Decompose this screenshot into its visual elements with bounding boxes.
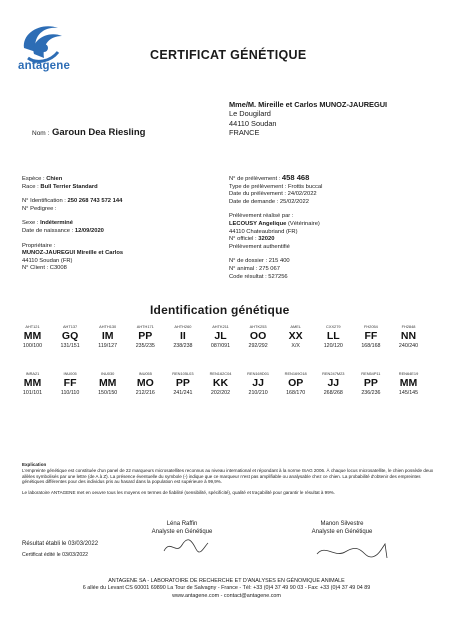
- marker-code: JL: [214, 330, 227, 342]
- marker-code: OO: [249, 330, 267, 342]
- marker-name: INRA21: [25, 371, 40, 376]
- marker-code: PP: [138, 330, 153, 342]
- marker-value: 087/091: [210, 343, 231, 349]
- nom-value: Garoun Dea Riesling: [51, 127, 146, 138]
- dog-name: [32, 127, 145, 138]
- client-number: N° Client : C3008: [22, 265, 67, 272]
- marker-name: REN105L03: [172, 371, 194, 376]
- edition-date: Certificat édité le 03/03/2022: [22, 552, 89, 558]
- identification-title: Identification génétique: [150, 303, 290, 317]
- marker-cell: [317, 324, 350, 350]
- marker-value: 168/168: [361, 343, 381, 349]
- marker-name: INU030: [101, 371, 115, 376]
- signature-left-scribble: [160, 535, 210, 557]
- marker-name: INU005: [63, 371, 77, 376]
- document-title: CERTIFICAT GÉNÉTIQUE: [150, 48, 307, 62]
- race-line: Race : Bull Terrier Standard: [22, 183, 98, 190]
- marker-cell: [242, 371, 275, 397]
- vet-address: 44110 Chateaubriand (FR): [229, 228, 298, 235]
- proprietaire-label: Propriétaire :: [22, 242, 56, 249]
- marker-name: AHTH260: [174, 324, 192, 329]
- marker-cell: [204, 324, 237, 350]
- marker-cell: [242, 324, 275, 350]
- marker-name: REN169O18: [284, 371, 307, 376]
- marker-cell: [129, 324, 162, 350]
- marker-value: 240/240: [398, 343, 419, 349]
- marker-value: 210/210: [248, 390, 268, 396]
- marker-code: JJ: [252, 377, 264, 389]
- marker-value: 168/170: [286, 390, 306, 396]
- marker-code: MM: [23, 330, 42, 342]
- realise-par: Prélèvement réalisé par :: [229, 213, 294, 220]
- authentifie: Prélèvement authentifié: [229, 243, 290, 250]
- animal-number: N° animal : 275 067: [229, 265, 280, 272]
- marker-name: REN169D01: [247, 371, 270, 376]
- owner-line2: 44110 Soudan: [229, 118, 277, 128]
- marker-code: LL: [326, 330, 340, 342]
- prelevement-number: N° de prélèvement : 458 468: [229, 173, 310, 182]
- marker-cell: [91, 324, 124, 350]
- marker-value: 212/216: [135, 390, 155, 396]
- marker-code: MM: [98, 377, 117, 389]
- signature-left: [132, 521, 232, 536]
- proprietaire-name: MUNOZ-JAUREGUI Mireille et Carlos: [22, 250, 124, 257]
- nom-label: Nom :: [32, 130, 50, 137]
- marker-cell: [16, 371, 49, 397]
- marker-cell: [392, 371, 425, 397]
- marker-code: PP: [363, 377, 378, 389]
- marker-cell: [166, 324, 199, 350]
- code-resultat: Code résultat : 527256: [229, 273, 288, 280]
- marker-value: 120/120: [323, 343, 343, 349]
- marker-cell: [279, 371, 312, 397]
- marker-value: 100/100: [22, 343, 43, 349]
- marker-cell: [16, 324, 49, 350]
- marker-value: X/X: [291, 343, 300, 349]
- marker-name: REN247M23: [322, 371, 345, 376]
- marker-value: 236/236: [361, 390, 381, 396]
- marker-cell: [54, 371, 87, 397]
- ident-line: N° Identification : 250 268 743 572 144: [22, 198, 123, 205]
- marker-value: 268/268: [323, 390, 343, 396]
- marker-cell: [392, 324, 425, 350]
- marker-code: MM: [399, 377, 418, 389]
- marker-value: 110/110: [60, 390, 80, 396]
- marker-value: 241/241: [173, 390, 193, 396]
- marker-name: AHTH171: [136, 324, 154, 329]
- marker-value: 292/292: [248, 343, 268, 349]
- demande-date: Date de demande : 25/02/2022: [229, 198, 309, 205]
- officiel-number: N° officiel : 32020: [229, 236, 275, 243]
- footer: [0, 578, 453, 600]
- marker-name: AHTK253: [249, 324, 267, 329]
- marker-cell: [166, 371, 199, 397]
- marker-code: IM: [101, 330, 114, 342]
- resultat-date: Résultat établi le 03/03/2022: [22, 541, 99, 547]
- marker-cell: [54, 324, 87, 350]
- proprietaire-addr: 44110 Soudan (FR): [22, 257, 73, 264]
- marker-cell: [129, 371, 162, 397]
- signature-right: [292, 521, 392, 536]
- explanation-text: L'empreinte génétique est constituée d'un panel de 22 marqueurs microsatellites reconnus au niveau international et répondant à la norme ISAG 2006. À chaque locus microsatellite, le chien possède deux allèles symbolisés par une lettre (de A à Z). La présence éventuelle du symbole (-) indique que ce marqueur n'est pas amplifiable ou analysable chez ce chien. La probabilité d'obtenir des empreintes génétiques différentes pour des individus pris au hasard dans la population est supérieure à 99,9%.: [22, 467, 434, 485]
- marker-name: AHT137: [62, 324, 78, 329]
- marker-code: OP: [288, 377, 304, 389]
- marker-name: CXX279: [326, 324, 341, 329]
- owner-line1: Le Dougilard: [229, 109, 271, 119]
- marker-code: GQ: [61, 330, 79, 342]
- marker-code: MM: [23, 377, 42, 389]
- owner-line3: FRANCE: [229, 128, 260, 138]
- marker-code: JJ: [327, 377, 340, 389]
- marker-code: XX: [288, 330, 303, 342]
- marker-value: 202/202: [210, 390, 231, 396]
- sexe-line: Sexe : Indéterminé: [22, 220, 73, 227]
- marker-code: II: [179, 330, 186, 342]
- marker-cell: [91, 371, 124, 397]
- prelevement-date: Date du prélèvement : 24/02/2022: [229, 191, 317, 198]
- marker-value: 101/101: [22, 390, 43, 396]
- animal-info: [22, 176, 222, 273]
- marker-cell: [317, 371, 350, 397]
- logo-text: antagene: [18, 60, 71, 72]
- pedigree-line: N° Pedigree :: [22, 205, 57, 212]
- marker-code: FF: [364, 330, 378, 342]
- prelevement-type: Type de prélèvement : Frottis buccal: [229, 183, 323, 190]
- marker-cell: [354, 371, 387, 397]
- marker-name: REN162C04: [209, 371, 232, 376]
- marker-name: FH2054: [363, 324, 378, 329]
- marker-cell: [354, 324, 387, 350]
- vet-name: LECOUSY Angelique (Vétérinaire): [229, 220, 320, 227]
- footer-line2: 6 allée du Levant CS 60001 69890 La Tour de Salvagny - France - Tél: +33 (0)4 37 49 90 03 - Fax: +33 (0)4 37 49 04 89: [82, 585, 371, 592]
- marker-value: 145/145: [398, 390, 419, 396]
- naissance-line: Date de naissance : 12/09/2020: [22, 227, 104, 234]
- sample-info: [229, 174, 439, 281]
- marker-code: KK: [212, 377, 229, 389]
- marker-value: 119/127: [98, 343, 118, 349]
- marker-name: AHT121: [25, 324, 40, 329]
- footer-line1: ANTAGENE SA - LABORATOIRE DE RECHERCHE ET D'ANALYSES EN GÉNOMIQUE ANIMALE: [108, 578, 345, 584]
- marker-code: FF: [63, 377, 77, 389]
- owner-address: [229, 100, 387, 138]
- explanation: [22, 462, 434, 496]
- marker-code: PP: [175, 377, 190, 389]
- marker-cell: [204, 371, 237, 397]
- signature-right-scribble: [315, 540, 395, 562]
- footer-line3: www.antagene.com - contact@antagene.com: [172, 592, 281, 599]
- marker-name: REN64E19: [398, 371, 419, 376]
- espece-line: Espèce : Chien: [22, 176, 63, 182]
- signatory-left-role: Analyste en Génétique: [151, 528, 213, 535]
- marker-code: MO: [136, 377, 154, 389]
- marker-name: AMEL: [290, 324, 301, 329]
- dossier-number: N° de dossier : 215 400: [229, 258, 290, 265]
- marker-value: 150/150: [98, 390, 118, 396]
- marker-value: 238/238: [173, 343, 193, 349]
- marker-name: REN54P11: [361, 371, 381, 376]
- signatory-right-name: Manon Silvestre: [320, 521, 364, 527]
- marker-value: 235/235: [135, 343, 155, 349]
- signatory-left-name: Léna Raffin: [166, 521, 198, 527]
- signatory-right-role: Analyste en Génétique: [311, 528, 373, 535]
- explanation-text-2: Le laboratoire ANTAGENE met en oeuvre tous les moyens en termes de fiabilité (sensibilité, spécificité), qualité et traçabilité pour garantir le résultat à 99%.: [22, 490, 336, 496]
- marker-code: NN: [400, 330, 417, 342]
- marker-name: FH2848: [401, 324, 416, 329]
- explanation-heading: Explication: [22, 462, 47, 467]
- marker-value: 131/151: [60, 343, 80, 349]
- owner-name: Mme/M. Mireille et Carlos MUNOZ-JAUREGUI: [229, 100, 388, 109]
- marker-name: AHTK211: [212, 324, 229, 329]
- marker-cell: [279, 324, 312, 350]
- marker-name: INU055: [138, 371, 152, 376]
- marker-name: AHTH130: [99, 324, 117, 329]
